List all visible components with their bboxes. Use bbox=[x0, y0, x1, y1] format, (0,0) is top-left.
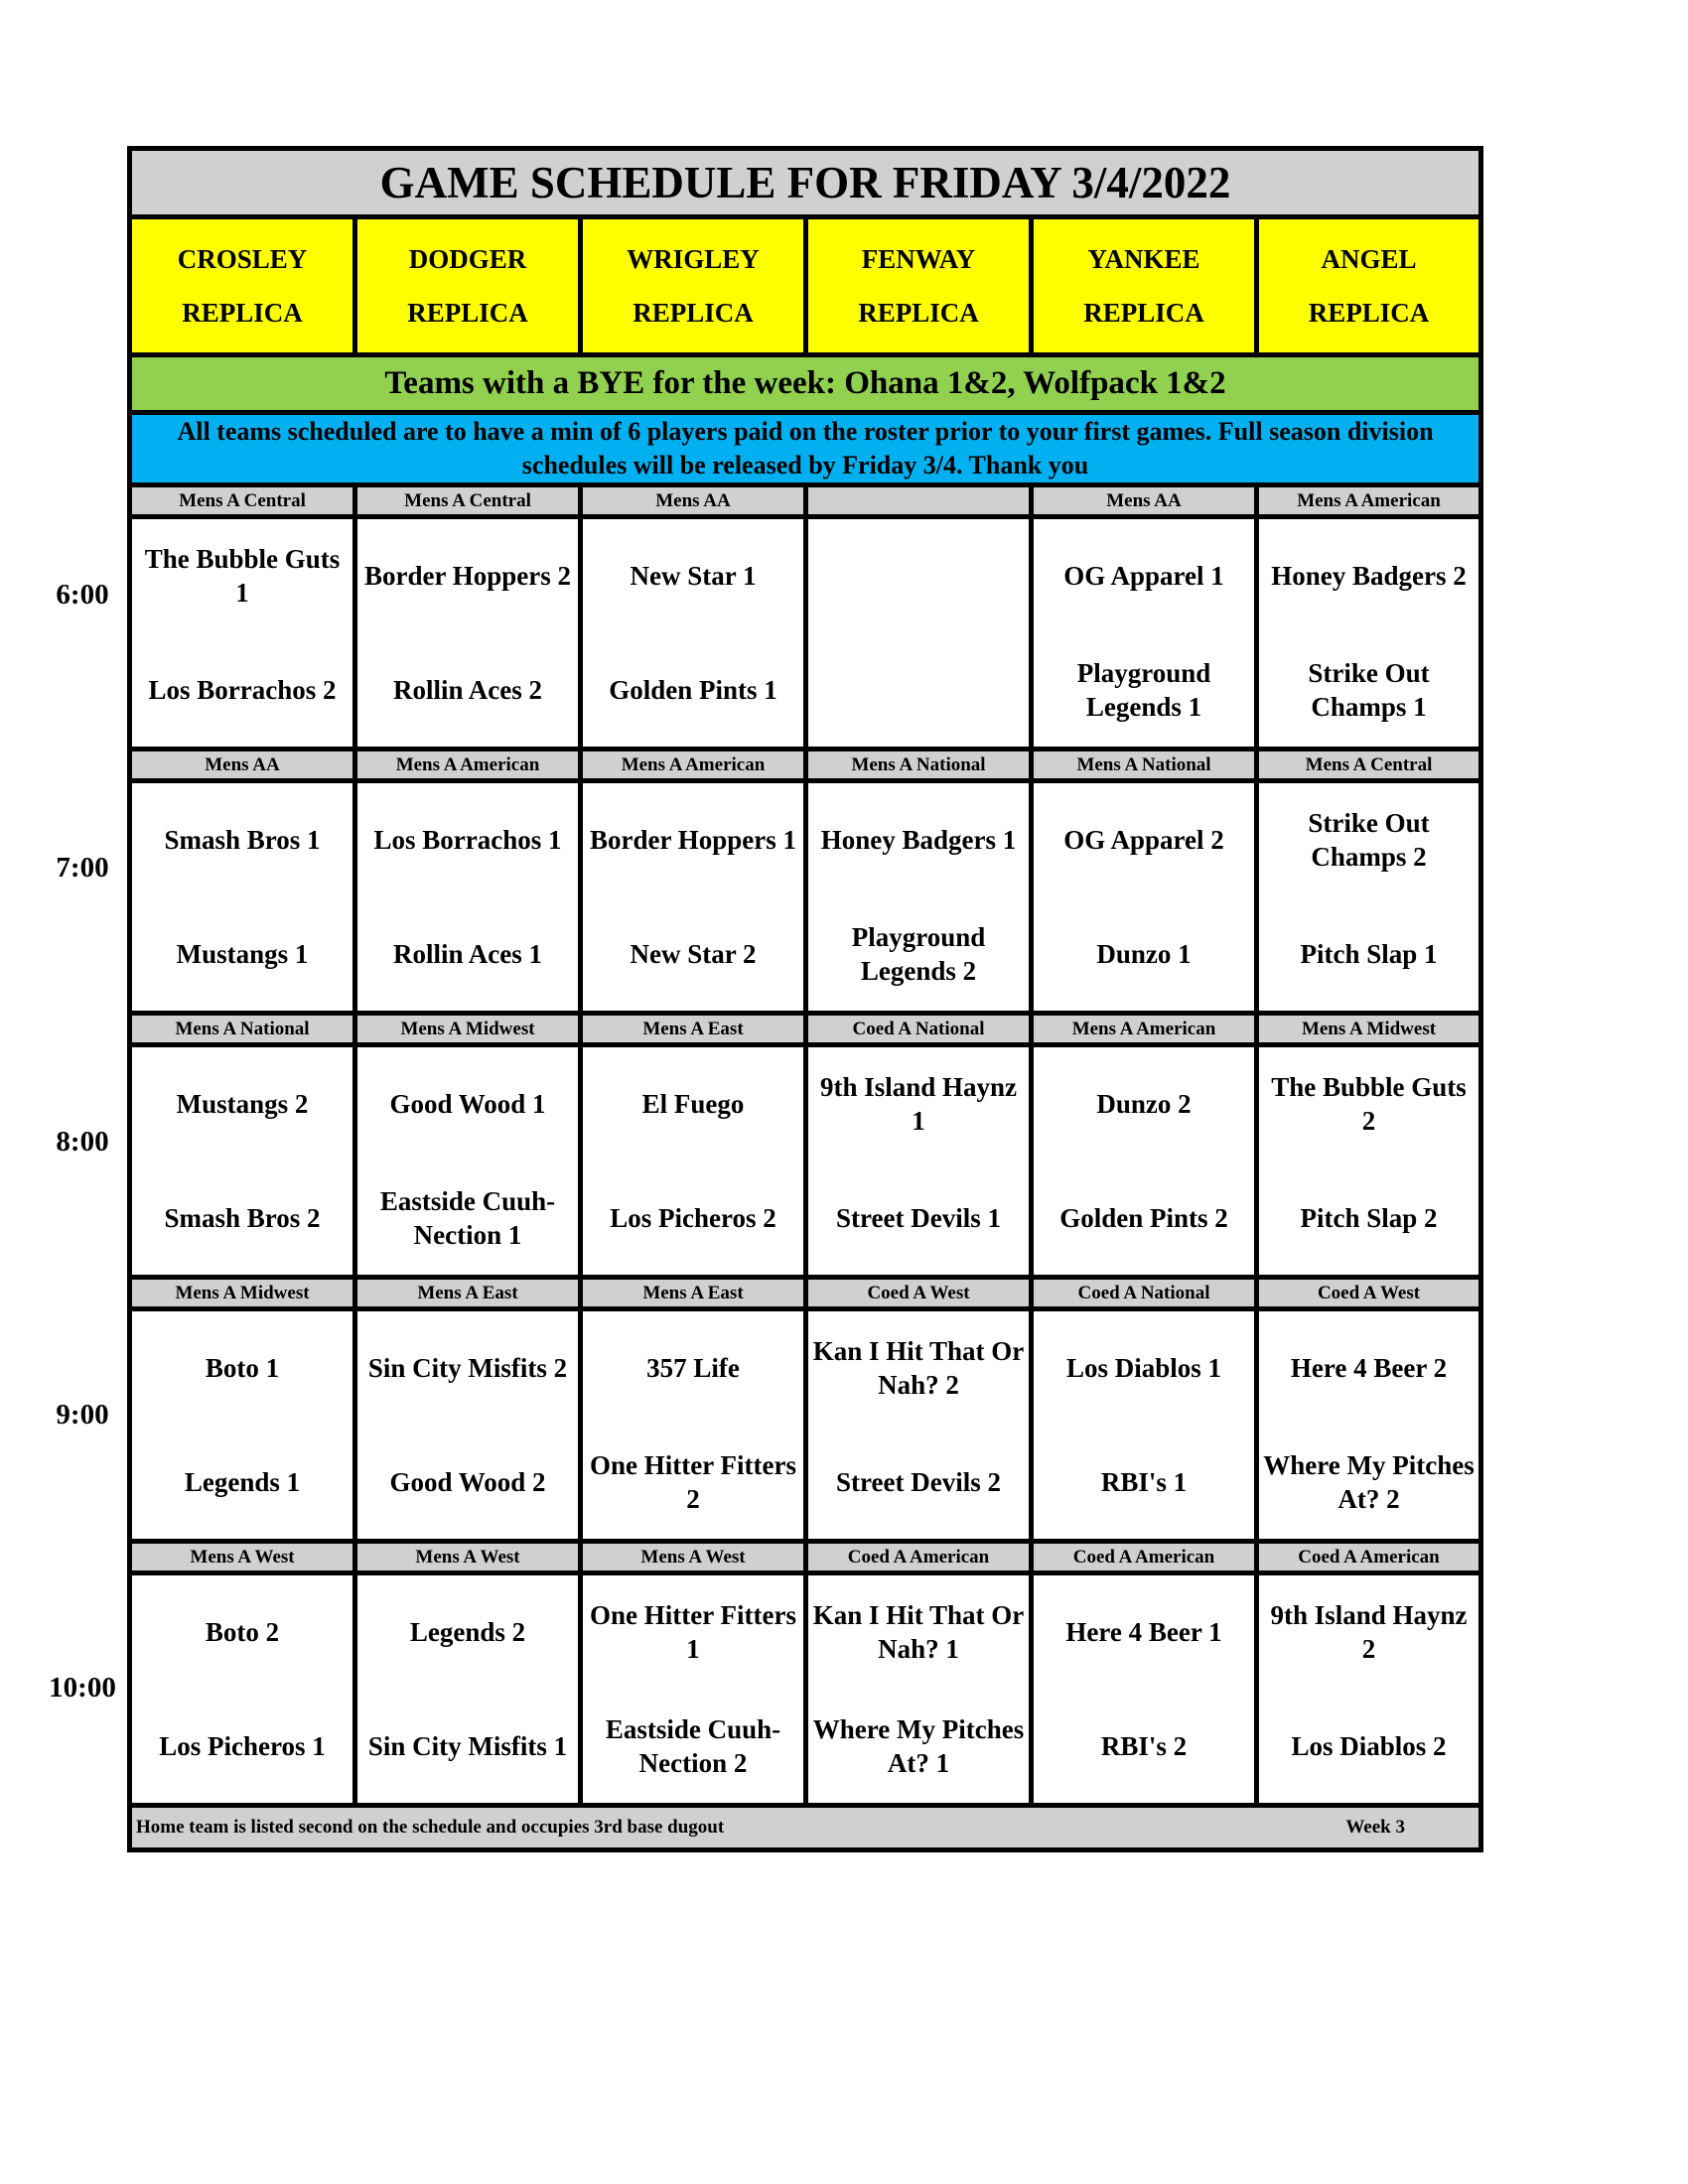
away-team: El Fuego bbox=[641, 1089, 745, 1120]
game-cell bbox=[1257, 517, 1481, 750]
division-label: Mens A National bbox=[806, 750, 1032, 781]
away-team: Honey Badgers 2 bbox=[1271, 561, 1467, 592]
game-cell bbox=[355, 781, 581, 1014]
home-team: Eastside Cuuh-Nection 2 bbox=[605, 1713, 781, 1778]
home-team: Smash Bros 2 bbox=[164, 1202, 321, 1233]
field-name: WRIGLEY bbox=[627, 244, 760, 274]
game-cell bbox=[1257, 1573, 1481, 1806]
field-name: FENWAY bbox=[861, 244, 976, 274]
home-team: Los Borrachos 2 bbox=[148, 674, 337, 705]
division-label: Mens A Midwest bbox=[355, 1014, 581, 1045]
game-cell bbox=[581, 1309, 806, 1542]
away-team: Border Hoppers 2 bbox=[364, 561, 571, 592]
bye-row bbox=[130, 355, 1481, 413]
division-label: Mens A American bbox=[1257, 485, 1481, 517]
division-row bbox=[130, 1278, 1481, 1309]
division-label: Mens A Central bbox=[130, 485, 355, 517]
away-team: Honey Badgers 1 bbox=[820, 825, 1017, 856]
game-cell bbox=[1257, 1045, 1481, 1278]
home-team: Good Wood 2 bbox=[389, 1466, 546, 1497]
home-team: Sin City Misfits 1 bbox=[367, 1730, 568, 1761]
away-team: OG Apparel 2 bbox=[1063, 825, 1224, 856]
home-team: Mustangs 1 bbox=[176, 938, 309, 969]
division-label bbox=[806, 485, 1032, 517]
home-team-note: Home team is listed second on the schedule and occupies 3rd base dugout bbox=[136, 1817, 725, 1838]
home-team: Los Picheros 1 bbox=[159, 1730, 326, 1761]
away-team: Sin City Misfits 2 bbox=[367, 1353, 568, 1384]
game-cell bbox=[130, 1309, 355, 1542]
home-team: Playground Legends 2 bbox=[851, 921, 986, 986]
time-slot-4: 9:00 bbox=[56, 1399, 109, 1431]
division-row bbox=[130, 1014, 1481, 1045]
away-team: Strike Out Champs 2 bbox=[1308, 808, 1430, 873]
game-cell bbox=[1032, 1045, 1257, 1278]
away-team: The Bubble Guts 1 bbox=[144, 544, 341, 609]
field-name: DODGER bbox=[408, 244, 527, 274]
game-cell bbox=[355, 517, 581, 750]
away-team: Here 4 Beer 2 bbox=[1290, 1353, 1448, 1384]
game-cell bbox=[806, 517, 1032, 750]
game-row bbox=[130, 1045, 1481, 1278]
division-label: Mens A National bbox=[1032, 750, 1257, 781]
division-label: Coed A National bbox=[806, 1014, 1032, 1045]
field-name: CROSLEY bbox=[177, 244, 308, 274]
home-team: Los Diablos 2 bbox=[1291, 1730, 1447, 1761]
game-row bbox=[130, 517, 1481, 750]
game-cell bbox=[130, 1573, 355, 1806]
bye-notice: Teams with a BYE for the week: Ohana 1&2, Wolfpack 1&2 bbox=[130, 355, 1481, 413]
roster-notice: All teams scheduled are to have a min of 6 players paid on the roster prior to your first games. Full season division schedules will be released by Friday 3/4. Thank you bbox=[130, 413, 1481, 485]
home-team: Street Devils 1 bbox=[836, 1202, 1001, 1233]
away-team: 9th Island Haynz 1 bbox=[819, 1072, 1018, 1137]
division-label: Mens A East bbox=[581, 1014, 806, 1045]
division-row bbox=[130, 750, 1481, 781]
division-label: Mens AA bbox=[581, 485, 806, 517]
field-type: REPLICA bbox=[1083, 298, 1204, 328]
home-team: Rollin Aces 2 bbox=[392, 674, 542, 705]
division-row bbox=[130, 485, 1481, 517]
away-team: Border Hoppers 1 bbox=[590, 825, 796, 856]
division-label: Mens A East bbox=[355, 1278, 581, 1309]
home-team: Where My Pitches At? 2 bbox=[1263, 1449, 1475, 1514]
field-header bbox=[1257, 217, 1481, 355]
home-team: Pitch Slap 2 bbox=[1300, 1202, 1438, 1233]
away-team: Los Borrachos 1 bbox=[373, 825, 562, 856]
away-team: Smash Bros 1 bbox=[164, 825, 321, 856]
away-team bbox=[808, 519, 1029, 633]
time-slot-2: 7:00 bbox=[56, 852, 109, 884]
division-label: Coed A American bbox=[1032, 1542, 1257, 1573]
game-cell bbox=[1257, 1309, 1481, 1542]
field-type: REPLICA bbox=[182, 298, 303, 328]
division-row bbox=[130, 1542, 1481, 1573]
away-team: OG Apparel 1 bbox=[1063, 561, 1224, 592]
division-label: Coed A West bbox=[1257, 1278, 1481, 1309]
division-label: Mens A West bbox=[130, 1542, 355, 1573]
division-label: Mens A East bbox=[581, 1278, 806, 1309]
division-label: Mens A West bbox=[581, 1542, 806, 1573]
division-label: Mens AA bbox=[1032, 485, 1257, 517]
footer-row bbox=[130, 1806, 1481, 1850]
away-team: Boto 2 bbox=[205, 1617, 280, 1648]
division-label: Mens A American bbox=[1032, 1014, 1257, 1045]
away-team: Kan I Hit That Or Nah? 2 bbox=[812, 1336, 1025, 1401]
division-label: Coed A West bbox=[806, 1278, 1032, 1309]
away-team: Legends 2 bbox=[409, 1617, 526, 1648]
game-cell bbox=[1032, 517, 1257, 750]
division-label: Mens A American bbox=[355, 750, 581, 781]
title-row bbox=[130, 149, 1481, 217]
division-label: Coed A American bbox=[806, 1542, 1032, 1573]
field-type: REPLICA bbox=[858, 298, 979, 328]
field-header bbox=[806, 217, 1032, 355]
field-header bbox=[581, 217, 806, 355]
division-label: Mens A Central bbox=[1257, 750, 1481, 781]
home-team: Golden Pints 2 bbox=[1059, 1202, 1228, 1233]
game-cell bbox=[581, 517, 806, 750]
game-cell bbox=[806, 781, 1032, 1014]
game-cell bbox=[806, 1309, 1032, 1542]
away-team: Here 4 Beer 1 bbox=[1065, 1617, 1222, 1648]
away-team: New Star 1 bbox=[630, 561, 757, 592]
game-cell bbox=[130, 1045, 355, 1278]
field-type: REPLICA bbox=[407, 298, 528, 328]
division-label: Mens AA bbox=[130, 750, 355, 781]
game-row bbox=[130, 1573, 1481, 1806]
game-cell bbox=[806, 1573, 1032, 1806]
game-row bbox=[130, 781, 1481, 1014]
field-header bbox=[355, 217, 581, 355]
home-team: Rollin Aces 1 bbox=[392, 938, 542, 969]
away-team: Good Wood 1 bbox=[389, 1089, 546, 1120]
away-team: Dunzo 2 bbox=[1096, 1089, 1192, 1120]
away-team: Boto 1 bbox=[205, 1353, 280, 1384]
home-team: Legends 1 bbox=[184, 1466, 301, 1497]
game-cell bbox=[1257, 781, 1481, 1014]
week-label: Week 3 bbox=[1345, 1817, 1405, 1838]
away-team: One Hitter Fitters 1 bbox=[590, 1600, 796, 1665]
time-slot-3: 8:00 bbox=[56, 1126, 109, 1158]
game-cell bbox=[581, 1045, 806, 1278]
field-type: REPLICA bbox=[633, 298, 754, 328]
game-cell bbox=[806, 1045, 1032, 1278]
game-cell bbox=[581, 1573, 806, 1806]
time-slot-1: 6:00 bbox=[56, 579, 109, 611]
home-team: Dunzo 1 bbox=[1096, 938, 1192, 969]
home-team: Pitch Slap 1 bbox=[1300, 938, 1438, 969]
game-cell bbox=[1032, 1309, 1257, 1542]
home-team: Los Picheros 2 bbox=[610, 1202, 776, 1233]
home-team: Strike Out Champs 1 bbox=[1308, 657, 1430, 722]
game-cell bbox=[355, 1309, 581, 1542]
away-team: Los Diablos 1 bbox=[1065, 1353, 1222, 1384]
page-title: GAME SCHEDULE FOR FRIDAY 3/4/2022 bbox=[130, 149, 1481, 217]
away-team: Kan I Hit That Or Nah? 1 bbox=[812, 1600, 1025, 1665]
division-label: Mens A Midwest bbox=[130, 1278, 355, 1309]
division-label: Mens A West bbox=[355, 1542, 581, 1573]
home-team: RBI's 2 bbox=[1100, 1730, 1188, 1761]
game-cell bbox=[355, 1045, 581, 1278]
home-team: Golden Pints 1 bbox=[609, 674, 777, 705]
home-team: Eastside Cuuh-Nection 1 bbox=[379, 1185, 556, 1250]
division-label: Coed A American bbox=[1257, 1542, 1481, 1573]
game-cell bbox=[355, 1573, 581, 1806]
field-name: ANGEL bbox=[1321, 244, 1417, 274]
home-team: Where My Pitches At? 1 bbox=[812, 1713, 1025, 1778]
game-cell bbox=[581, 781, 806, 1014]
division-label: Mens A National bbox=[130, 1014, 355, 1045]
notice-row bbox=[130, 413, 1481, 485]
game-cell bbox=[130, 781, 355, 1014]
home-team: Playground Legends 1 bbox=[1076, 657, 1211, 722]
home-team: New Star 2 bbox=[630, 938, 757, 969]
field-header bbox=[130, 217, 355, 355]
division-label: Coed A National bbox=[1032, 1278, 1257, 1309]
home-team: RBI's 1 bbox=[1100, 1466, 1188, 1497]
time-slot-5: 10:00 bbox=[49, 1672, 116, 1704]
home-team: One Hitter Fitters 2 bbox=[590, 1449, 796, 1514]
division-label: Mens A Midwest bbox=[1257, 1014, 1481, 1045]
field-type: REPLICA bbox=[1308, 298, 1430, 328]
field-name: YANKEE bbox=[1087, 244, 1200, 274]
game-row bbox=[130, 1309, 1481, 1542]
home-team: Street Devils 2 bbox=[836, 1466, 1001, 1497]
away-team: The Bubble Guts 2 bbox=[1271, 1072, 1467, 1137]
schedule-table bbox=[127, 146, 1483, 1852]
game-cell bbox=[1032, 1573, 1257, 1806]
away-team: Mustangs 2 bbox=[176, 1089, 309, 1120]
division-label: Mens A American bbox=[581, 750, 806, 781]
game-cell bbox=[130, 517, 355, 750]
division-label: Mens A Central bbox=[355, 485, 581, 517]
home-team bbox=[808, 633, 1029, 748]
away-team: 357 Life bbox=[646, 1353, 740, 1384]
field-header bbox=[1032, 217, 1257, 355]
field-row bbox=[130, 217, 1481, 355]
game-cell bbox=[1032, 781, 1257, 1014]
footer bbox=[130, 1806, 1481, 1850]
away-team: 9th Island Haynz 2 bbox=[1270, 1600, 1468, 1665]
